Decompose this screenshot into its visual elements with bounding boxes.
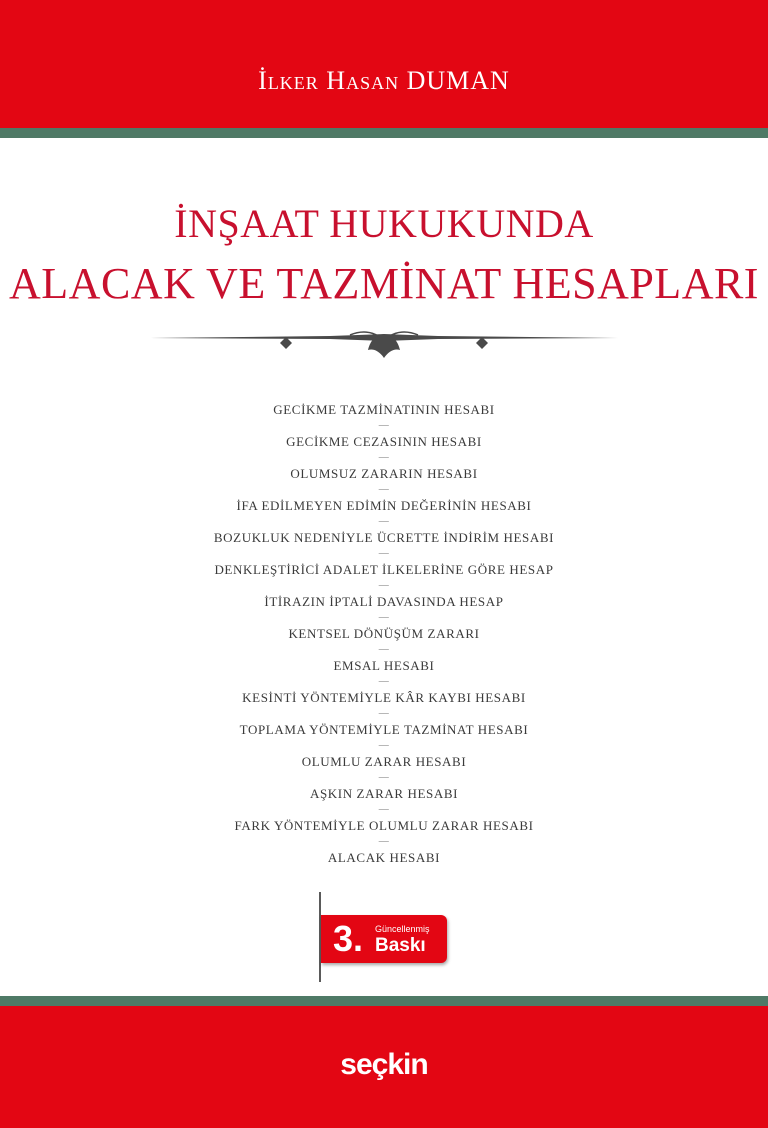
topic-separator: — — [378, 452, 390, 463]
topic-separator: — — [378, 644, 390, 655]
edition-badge — [321, 915, 447, 963]
edition-label-small: Güncellenmiş — [375, 924, 430, 934]
topic-separator: — — [378, 708, 390, 719]
list-item: İFA EDİLMEYEN EDİMİN DEĞERİNİN HESABI — [236, 498, 532, 513]
topic-separator: — — [378, 676, 390, 687]
book-title-line-2: ALACAK VE TAZMİNAT HESAPLARI — [9, 259, 759, 308]
topic-separator: — — [378, 804, 390, 815]
ornament-divider — [150, 326, 618, 360]
bottom-green-stripe — [0, 996, 768, 1006]
edition-number: 3. — [333, 918, 364, 959]
list-item: ALACAK HESABI — [327, 850, 441, 865]
book-title-line-1: İNŞAAT HUKUKUNDA — [174, 201, 594, 246]
list-item: AŞKIN ZARAR HESABI — [309, 786, 459, 801]
list-item: BOZUKLUK NEDENİYLE ÜCRETTE İNDİRİM HESABI — [213, 530, 555, 545]
topic-list — [0, 398, 768, 870]
topic-separator: — — [378, 420, 390, 431]
topic-separator: — — [378, 772, 390, 783]
list-item: DENKLEŞTİRİCİ ADALET İLKELERİNE GÖRE HESAP — [214, 562, 554, 577]
list-item: İTİRAZIN İPTALİ DAVASINDA HESAP — [264, 594, 504, 609]
topic-separator: — — [378, 580, 390, 591]
publisher-logo: seçkin — [340, 1048, 428, 1081]
list-item: FARK YÖNTEMİYLE OLUMLU ZARAR HESABI — [234, 818, 534, 833]
topic-separator: — — [378, 548, 390, 559]
topic-separator: — — [378, 612, 390, 623]
topic-separator: — — [378, 516, 390, 527]
list-item: TOPLAMA YÖNTEMİYLE TAZMİNAT HESABI — [239, 722, 529, 737]
list-item: EMSAL HESABI — [333, 658, 435, 673]
list-item: OLUMSUZ ZARARIN HESABI — [290, 466, 478, 481]
list-item: OLUMLU ZARAR HESABI — [301, 754, 467, 769]
list-item: KESİNTİ YÖNTEMİYLE KÂR KAYBI HESABI — [242, 690, 526, 705]
top-red-band — [0, 0, 768, 128]
list-item: GECİKME CEZASININ HESABI — [286, 434, 482, 449]
topic-separator: — — [378, 740, 390, 751]
top-green-stripe — [0, 128, 768, 138]
topic-separator: — — [378, 484, 390, 495]
list-item: GECİKME TAZMİNATININ HESABI — [273, 402, 495, 417]
author-name: İlker Hasan DUMAN — [258, 66, 510, 95]
list-item: KENTSEL DÖNÜŞÜM ZARARI — [288, 626, 480, 641]
edition-label: Baskı — [375, 935, 426, 956]
topic-separator: — — [378, 836, 390, 847]
